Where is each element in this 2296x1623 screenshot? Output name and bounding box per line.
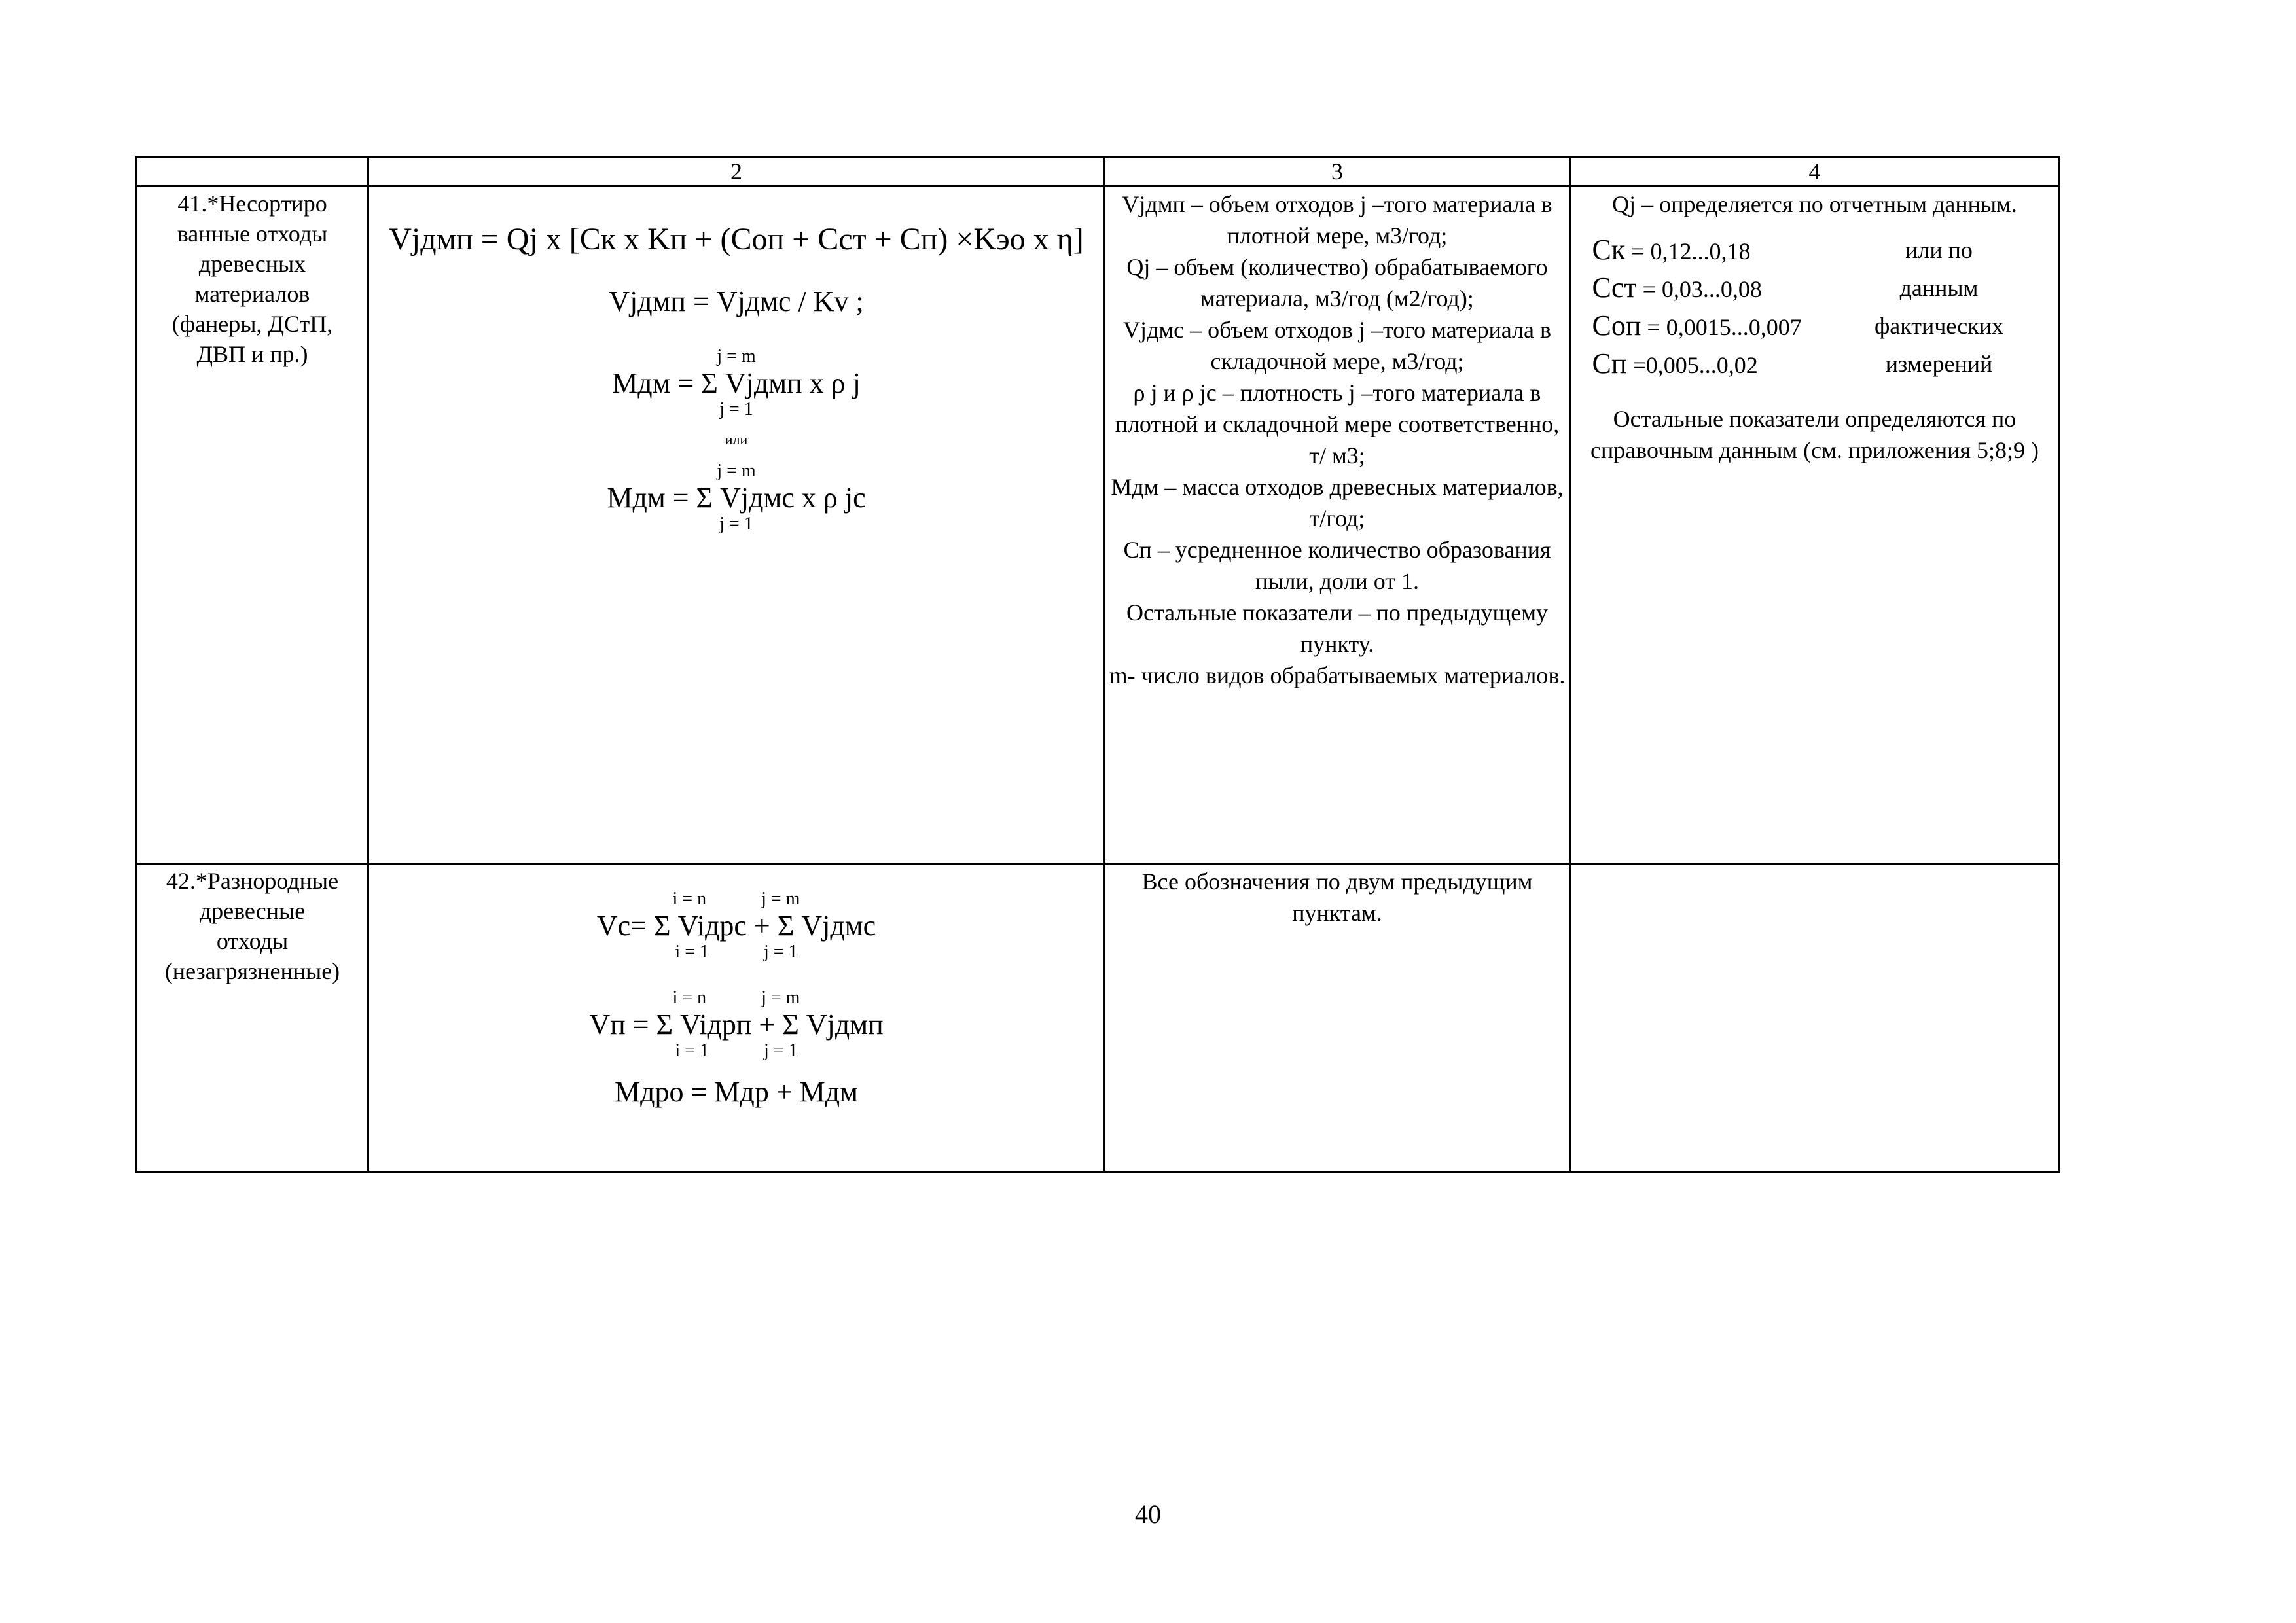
row42-label-line: отходы — [216, 928, 289, 954]
row41-label-line: 41.*Несортиро — [177, 190, 327, 217]
row41-formula-4: Mдм = Σ Vjдмс х ρ jc — [607, 482, 866, 514]
row41-formula-3: Mдм = Σ Vjдмп х ρ j — [612, 367, 861, 399]
coefficient-grid — [1592, 232, 2037, 383]
coefficient-note: или по — [1905, 237, 1973, 263]
row41-label-line: древесных — [198, 251, 306, 277]
row41-formula-cell — [368, 187, 1105, 864]
description-line: ρ j и ρ jc – плотность j –того материала в плотной и складочной мере соответственно, т/ м3; — [1115, 380, 1560, 469]
or-text: или — [725, 431, 748, 448]
row41-formula-4-block — [369, 461, 1103, 534]
header-col-3: 3 — [1105, 157, 1570, 187]
waste-calculation-table — [135, 156, 2060, 1173]
sum-lower-limits: i = 1 j = 1 — [675, 942, 798, 962]
row41-label-cell — [137, 187, 368, 864]
col4-footer: Остальные показатели определяются по справочным данным (см. приложения 5;8;9 ) — [1590, 406, 2039, 463]
description-line: Qj – объем (количество) обрабатываемого материала, м3/год (м2/год); — [1126, 254, 1548, 312]
row42-formula-1: Vc= Σ Viдрс + Σ Vjдмс — [596, 910, 876, 942]
row42-source-cell — [1570, 864, 2060, 1172]
sum-upper-limit: j = m — [717, 346, 756, 366]
description-line: Cп – усредненное количество образования пыли, доли от 1. — [1123, 537, 1551, 594]
row42-label-line: 42.*Разнородные — [166, 868, 339, 894]
sum-upper-limits: i = n j = m — [672, 889, 800, 909]
row42-formula-1-block — [369, 889, 1103, 962]
sum-upper-limits: i = n j = m — [672, 988, 800, 1008]
row42-label-line: (незагрязненные) — [164, 958, 340, 984]
row41-label-line: (фанеры, ДСтП, — [171, 311, 333, 337]
row41-source-cell — [1570, 187, 2060, 864]
row42-label-cell — [137, 864, 368, 1172]
description-line: m- число видов обрабатываемых материалов. — [1109, 662, 1566, 688]
description-line: Vjдмс – объем отходов j –того материала в складочной мере, м3/год; — [1123, 317, 1551, 374]
row42-description-cell — [1105, 864, 1570, 1172]
coefficient-note: измерений — [1885, 351, 1993, 377]
header-col-1 — [137, 157, 368, 187]
description-line: Vjдмп – объем отходов j –того материала в плотной мере, м3/год; — [1122, 191, 1552, 249]
coefficient-value: Cк = 0,12...0,18 — [1592, 234, 1751, 266]
coefficient-value: Cст = 0,03...0,08 — [1592, 272, 1762, 304]
table-row-41 — [137, 187, 2060, 864]
coefficient-value: Cоп = 0,0015...0,007 — [1592, 310, 1802, 342]
row42-formula-2-block — [369, 988, 1103, 1061]
row41-label-line: ДВП и пр.) — [196, 341, 308, 367]
header-col-4: 4 — [1570, 157, 2060, 187]
description-line: Остальные показатели – по предыдущему пункту. — [1126, 599, 1548, 657]
row41-formula-3-block — [369, 347, 1103, 419]
row42-formula-cell — [368, 864, 1105, 1172]
row41-label-line: материалов — [194, 281, 310, 307]
row42-formula-3: Mдро = Mдр + Mдм — [614, 1076, 858, 1108]
document-table-region — [135, 156, 2051, 1175]
sum-lower-limit: j = 1 — [719, 399, 753, 419]
header-col-2: 2 — [368, 157, 1105, 187]
page-number: 40 — [1135, 1499, 1161, 1529]
row42-formula-2: Vп = Σ Viдрп + Σ Vjдмп — [589, 1008, 884, 1041]
row42-label-line: древесные — [199, 898, 306, 924]
row41-label-line: ванные отходы — [177, 221, 328, 247]
row41-formula-2: Vjдмп = Vjдмс / Kv ; — [609, 285, 864, 317]
sum-lower-limits: i = 1 j = 1 — [675, 1041, 798, 1061]
row41-formula-1: Vjдмп = Qj х [Cк х Kп + (Cоп + Cст + Cп) ×Kэо х η] — [389, 222, 1084, 257]
header-row — [137, 157, 2060, 187]
coefficient-note: данным — [1899, 275, 1979, 301]
row41-description-cell — [1105, 187, 1570, 864]
description-line: Mдм – масса отходов древесных материалов, т/год; — [1111, 474, 1564, 531]
coefficient-note: фактических — [1874, 313, 2004, 339]
description-line: Все обозначения по двум предыдущим пунктам. — [1141, 868, 1533, 926]
table-row-42 — [137, 864, 2060, 1172]
col4-intro: Qj – определяется по отчетным данным. — [1612, 191, 2017, 217]
sum-lower-limit: j = 1 — [719, 514, 753, 534]
coefficient-value: Cп =0,005...0,02 — [1592, 348, 1758, 380]
sum-upper-limit: j = m — [717, 461, 756, 481]
